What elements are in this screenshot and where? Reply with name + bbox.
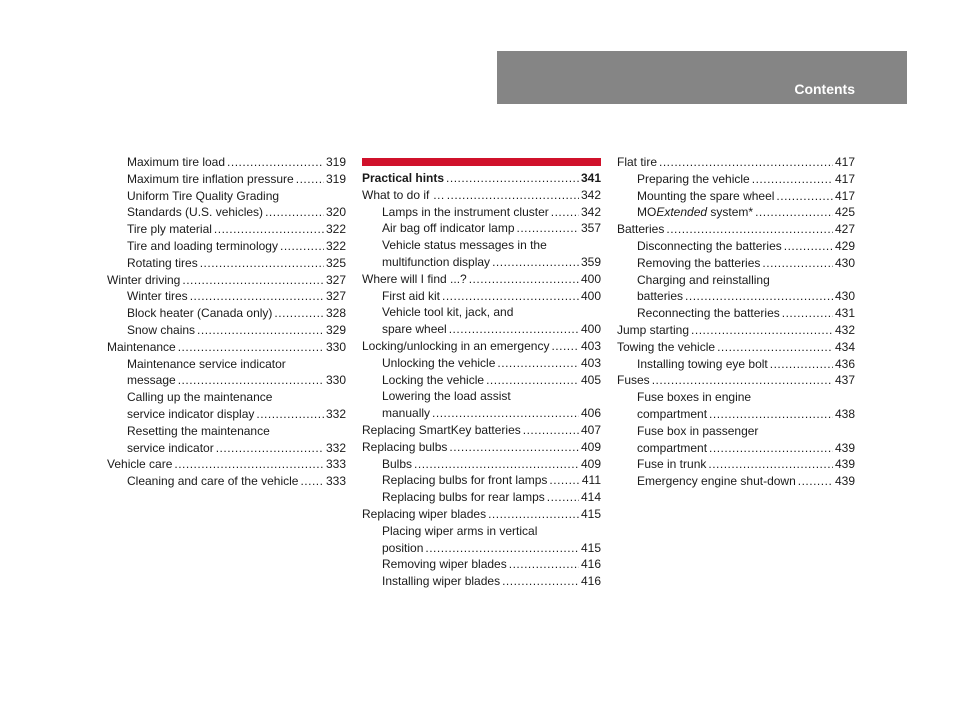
dot-leader [469,271,579,288]
toc-entry[interactable] [362,204,601,221]
toc-page-number: 330 [325,373,346,388]
toc-entry-title: Emergency engine shut-down [637,474,796,489]
toc-entry[interactable] [362,388,601,405]
dot-leader [798,473,833,490]
toc-entry[interactable] [107,255,346,272]
toc-entry-title: Fuse boxes in engine [637,390,752,405]
dot-leader [717,339,833,356]
toc-entry-title: Block heater (Canada only) [127,306,273,321]
toc-entry[interactable] [107,305,346,322]
toc-page-number: 439 [834,440,855,455]
toc-entry[interactable] [362,288,601,305]
toc-entry[interactable] [617,322,855,339]
toc-page-number: 430 [834,289,855,304]
toc-page-number: 417 [834,171,855,186]
dot-leader [523,422,579,439]
toc-entry[interactable] [107,456,346,473]
toc-entry-title: Installing wiper blades [382,574,501,589]
toc-page-number: 417 [834,188,855,203]
toc-entry-title: Maximum tire load [127,155,226,169]
dot-leader [517,220,579,237]
toc-entry[interactable] [362,220,601,237]
toc-entry-title: Vehicle care [107,457,173,472]
toc-entry-title: Placing wiper arms in vertical [382,523,538,538]
toc-page-number: 332 [325,406,346,421]
dot-leader [178,372,324,389]
toc-page-number: 327 [325,272,346,287]
dot-leader [256,406,324,423]
toc-page-number: 327 [325,289,346,304]
toc-entry-title: Calling up the maintenance [127,390,273,405]
dot-leader [182,272,324,289]
toc-page-number: 325 [325,255,346,270]
toc-entry-title: Resetting the maintenance [127,423,270,438]
toc-entry[interactable] [617,221,855,238]
toc-entry-title: Maintenance service indicator [127,356,286,371]
toc-entry[interactable] [617,423,855,440]
toc-entry-title-part: system* [707,205,754,220]
toc-entry-title: Preparing the vehicle [637,171,750,186]
toc-entry-title: service indicator display [127,406,255,421]
toc-page-number: 416 [580,574,601,589]
toc-page-number: 342 [580,187,601,202]
dot-leader [549,472,579,489]
toc-entry[interactable] [362,372,601,389]
dot-leader [486,372,579,389]
dot-leader [414,456,579,473]
toc-column-1 [107,154,346,490]
toc-entry-title: manually [382,406,431,421]
toc-entry-title: What to do if … [362,187,445,202]
toc-entry-title: multifunction display [382,254,491,269]
toc-page-number: 406 [580,406,601,421]
toc-entry[interactable] [617,154,855,171]
toc-entry[interactable] [107,406,346,423]
toc-entry-title: Lowering the load assist [382,389,511,404]
toc-entry-title: Replacing wiper blades [362,506,487,521]
dot-leader [762,255,833,272]
toc-entry-title: Replacing SmartKey batteries [362,422,521,437]
toc-entry-title: Winter tires [127,289,188,304]
toc-entry[interactable] [107,389,346,406]
dot-leader [666,221,833,238]
toc-page-number: 403 [580,338,601,353]
toc-page-number: 319 [325,171,346,186]
toc-entry[interactable] [617,255,855,272]
dot-leader [274,305,324,322]
toc-page-number: 409 [580,439,601,454]
toc-entry[interactable] [107,372,346,389]
toc-page-number: 415 [580,540,601,555]
toc-page-number: 359 [580,254,601,269]
toc-page-number: 439 [834,474,855,489]
toc-entry[interactable] [617,389,855,406]
dot-leader [425,540,579,557]
dot-leader [280,238,324,255]
toc-entry-title: Maximum tire inflation pressure [127,171,294,186]
toc-entry[interactable] [107,154,346,171]
toc-entry[interactable] [362,304,601,321]
toc-entry-title: Fuses [617,373,650,388]
toc-entry[interactable] [362,422,601,439]
dot-leader [551,204,579,221]
toc-entry-title: Jump starting [617,322,690,337]
toc-entry-title: Where will I find ...? [362,271,467,286]
toc-entry[interactable] [617,288,855,305]
dot-leader [652,372,833,389]
dot-leader [770,356,833,373]
toc-entry[interactable] [107,423,346,440]
toc-entry[interactable] [362,271,601,288]
toc-entry[interactable] [617,356,855,373]
dot-leader [200,255,324,272]
page-title: Contents [794,81,855,97]
toc-entry[interactable] [107,356,346,373]
toc-entry[interactable] [362,456,601,473]
dot-leader [449,439,579,456]
toc-page-number: 438 [834,406,855,421]
dot-leader [502,573,579,590]
toc-page-number: 330 [325,339,346,354]
toc-page-number: 436 [834,356,855,371]
toc-entry-title: Locking the vehicle [382,372,485,387]
toc-entry[interactable] [362,506,601,523]
toc-entry-title: Unlocking the vehicle [382,355,496,370]
toc-entry[interactable] [107,204,346,221]
dot-leader [296,171,324,188]
dot-leader [190,288,324,305]
toc-entry-title: Lamps in the instrument cluster [382,204,549,219]
toc-entry[interactable] [362,489,601,506]
toc-entry-title: Rotating tires [127,255,198,270]
toc-entry-title: Replacing bulbs for rear lamps [382,490,545,505]
toc-page-number: 437 [834,373,855,388]
toc-entry-title: Bulbs [382,456,413,471]
toc-entry-title: Installing towing eye bolt [637,356,768,371]
dot-leader [300,473,324,490]
toc-entry[interactable] [362,355,601,372]
dot-leader [709,406,833,423]
toc-page-number: 407 [580,422,601,437]
toc-entry[interactable] [107,440,346,457]
section-marker-bar [362,158,601,166]
toc-entry[interactable] [362,405,601,422]
toc-entry-title: Standards (U.S. vehicles) [127,205,264,220]
toc-page-number: 429 [834,238,855,253]
toc-entry-title-part: MO [637,205,657,220]
toc-entry-title: Reconnecting the batteries [637,306,780,321]
dot-leader [432,405,579,422]
toc-entry-title: Removing the batteries [637,255,761,270]
toc-entry-title: compartment [637,440,708,455]
dot-leader [174,456,324,473]
toc-entry[interactable] [617,171,855,188]
toc-entry[interactable] [617,188,855,205]
dot-leader [449,321,579,338]
toc-page-number: 400 [580,271,601,286]
toc-page-number: 431 [834,306,855,321]
toc-page-number: 434 [834,339,855,354]
toc-page-number: 400 [580,288,601,303]
toc-entry[interactable] [362,237,601,254]
toc-page-number: 416 [580,557,601,572]
toc-page-number: 427 [834,222,855,237]
toc-entry-title: Vehicle status messages in the [382,238,547,253]
toc-entry-title [637,204,753,221]
toc-page-number: 415 [580,506,601,521]
toc-page-number: 342 [580,204,601,219]
toc-entry[interactable] [617,272,855,289]
toc-page-number: 405 [580,372,601,387]
toc-page-number: 417 [834,155,855,169]
toc-page-number: 425 [834,205,855,220]
toc-entry[interactable] [107,171,346,188]
toc-page-number: 341 [580,171,601,185]
toc-entry-title: Mounting the spare wheel [637,188,775,203]
dot-leader [659,154,833,171]
toc-page-number: 328 [325,306,346,321]
dot-leader [547,489,579,506]
toc-page-number: 319 [325,155,346,169]
dot-leader [214,221,324,238]
dot-leader [227,154,324,171]
toc-entry-title: Charging and reinstalling [637,272,770,287]
toc-page-number: 333 [325,457,346,472]
toc-entry-title: First aid kit [382,288,441,303]
dot-leader [492,254,579,271]
toc-page-number: 400 [580,322,601,337]
toc-entry-title: Removing wiper blades [382,557,507,572]
dot-leader [509,556,579,573]
toc-entry-title: Tire ply material [127,222,212,237]
toc-entry[interactable] [107,473,346,490]
toc-entry-title: Cleaning and care of the vehicle [127,474,299,489]
toc-entry[interactable] [617,204,855,221]
toc-entry[interactable] [362,170,601,187]
toc-entry-title: Locking/unlocking in an emergency [362,338,550,353]
toc-page-number: 430 [834,255,855,270]
dot-leader [752,171,833,188]
toc-entry-title: Fuse box in passenger [637,423,759,438]
toc-entry[interactable] [107,221,346,238]
toc-page-number: 322 [325,238,346,253]
toc-entry[interactable] [362,338,601,355]
toc-entry[interactable] [362,523,601,540]
toc-entry[interactable] [617,456,855,473]
toc-entry[interactable] [107,272,346,289]
toc-entry[interactable] [362,540,601,557]
toc-entry-title: Uniform Tire Quality Grading [127,188,280,203]
toc-entry[interactable] [107,288,346,305]
dot-leader [197,322,324,339]
toc-page-number: 322 [325,222,346,237]
toc-entry[interactable] [362,573,601,590]
toc-entry-title: Snow chains [127,322,196,337]
toc-page-number: 357 [580,221,601,236]
dot-leader [442,288,579,305]
dot-leader [446,170,579,187]
toc-entry-title: Disconnecting the batteries [637,238,782,253]
toc-entry[interactable] [362,556,601,573]
toc-entry-title: Practical hints [362,171,445,185]
dot-leader [691,322,833,339]
dot-leader [776,188,833,205]
toc-page-number: 320 [325,205,346,220]
toc-entry-title: Batteries [617,222,665,237]
toc-entry[interactable] [362,321,601,338]
dot-leader [488,506,579,523]
toc-entry[interactable] [362,439,601,456]
dot-leader [497,355,579,372]
dot-leader [782,305,833,322]
toc-page-number: 333 [325,474,346,489]
toc-entry-title: Air bag off indicator lamp [382,221,515,236]
toc-entry[interactable] [107,339,346,356]
toc-entry-title-italic: Extended [656,205,708,220]
toc-entry[interactable] [362,254,601,271]
toc-entry[interactable] [617,238,855,255]
dot-leader [755,204,833,221]
toc-entry-title: service indicator [127,440,214,455]
dot-leader [551,338,579,355]
toc-entry-title: Tire and loading terminology [127,238,278,253]
toc-column-2 [362,154,601,590]
dot-leader [784,238,833,255]
toc-entry-title: message [127,373,176,388]
toc-entry-title: Flat tire [617,155,658,169]
dot-leader [265,204,324,221]
dot-leader [447,187,579,204]
toc-entry[interactable] [617,473,855,490]
toc-entry[interactable] [617,440,855,457]
toc-entry[interactable] [107,322,346,339]
toc-page-number: 411 [581,473,601,488]
toc-page-number: 329 [325,322,346,337]
toc-entry-title: spare wheel [382,322,447,337]
toc-entry-title: position [382,540,424,555]
toc-entry[interactable] [107,188,346,205]
dot-leader [709,440,833,457]
toc-entry[interactable] [362,472,601,489]
toc-entry[interactable] [617,372,855,389]
toc-entry[interactable] [617,305,855,322]
toc-page-number: 414 [580,490,601,505]
toc-page-number: 403 [580,355,601,370]
toc-entry[interactable] [362,187,601,204]
toc-entry-title: batteries [637,289,684,304]
toc-entry-title: Replacing bulbs for front lamps [382,473,548,488]
toc-entry-title: Winter driving [107,272,181,287]
toc-entry-title: Vehicle tool kit, jack, and [382,305,514,320]
toc-entry-title: Maintenance [107,339,176,354]
toc-entry[interactable] [617,339,855,356]
toc-entry[interactable] [617,406,855,423]
toc-entry[interactable] [107,238,346,255]
toc-entry-title: Towing the vehicle [617,339,716,354]
toc-column-3 [617,154,855,490]
toc-entry-title: Fuse in trunk [637,457,707,472]
toc-page-number: 332 [325,440,346,455]
toc-entry-title: Replacing bulbs [362,439,448,454]
toc-page-number: 439 [834,457,855,472]
dot-leader [685,288,833,305]
dot-leader [708,456,833,473]
toc-entry-title: compartment [637,406,708,421]
toc-page-number: 432 [834,322,855,337]
toc-page-number: 409 [580,456,601,471]
header-bar [497,51,907,104]
dot-leader [216,440,324,457]
dot-leader [178,339,324,356]
